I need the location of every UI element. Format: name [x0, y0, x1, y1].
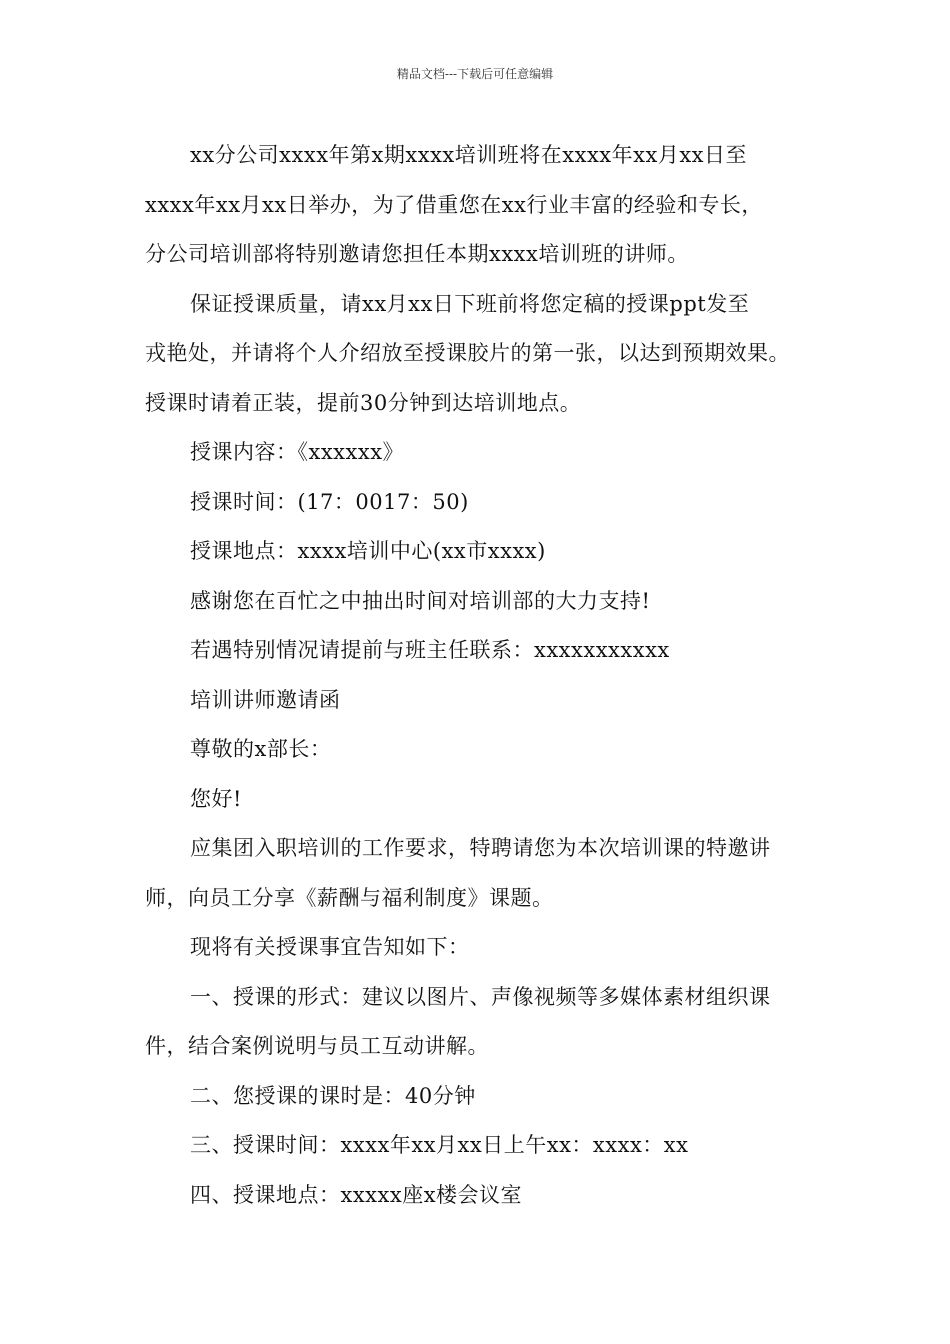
text-line: 培训讲师邀请函 [190, 687, 341, 712]
text-line: 授课地点：xxxx培训中心(xx市xxxx) [190, 539, 546, 563]
text-line: 分公司培训部将特别邀请您担任本期xxxx培训班的讲师。 [145, 242, 689, 266]
text-line: 保证授课质量，请xx月xx日下班前将您定稿的授课ppt发至 [190, 291, 750, 316]
text-line: 尊敬的x部长： [190, 737, 332, 761]
text-line: 授课时请着正装，提前30分钟到达培训地点。 [145, 390, 582, 415]
text-line: 现将有关授课事宜告知如下： [190, 935, 470, 959]
text-line: xxxx年xx月xx日举办，为了借重您在xx行业丰富的经验和专长， [145, 192, 763, 217]
text-line: 若遇特别情况请提前与班主任联系：xxxxxxxxxxx [190, 638, 670, 662]
text-line: 四、授课地点：xxxxx座x楼会议室 [190, 1182, 523, 1207]
text-line: 授课内容：《xxxxxx》 [190, 440, 405, 464]
document-body [145, 131, 815, 1220]
text-line: 授课时间：(17：0017：50) [190, 489, 469, 514]
text-line: 一、授课的形式：建议以图片、声像视频等多媒体素材组织课 [190, 984, 771, 1009]
text-line: 师，向员工分享《薪酬与福利制度》课题。 [145, 885, 554, 910]
text-line: 感谢您在百忙之中抽出时间对培训部的大力支持! [190, 588, 651, 613]
text-line: 您好! [190, 786, 242, 811]
text-line: 件，结合案例说明与员工互动讲解。 [145, 1034, 489, 1058]
text-line: 戎艳处，并请将个人介绍放至授课胶片的第一张，以达到预期效果。 [145, 341, 790, 365]
text-line: 二、您授课的课时是：40分钟 [190, 1083, 476, 1108]
text-line: 应集团入职培训的工作要求，特聘请您为本次培训课的特邀讲 [190, 836, 771, 860]
page-header: 精品文档---下载后可任意编辑 [396, 67, 554, 81]
text-line: 三、授课时间：xxxx年xx月xx日上午xx：xxxx：xx [190, 1133, 689, 1157]
text-line: xx分公司xxxx年第x期xxxx培训班将在xxxx年xx月xx日至 [190, 143, 748, 167]
